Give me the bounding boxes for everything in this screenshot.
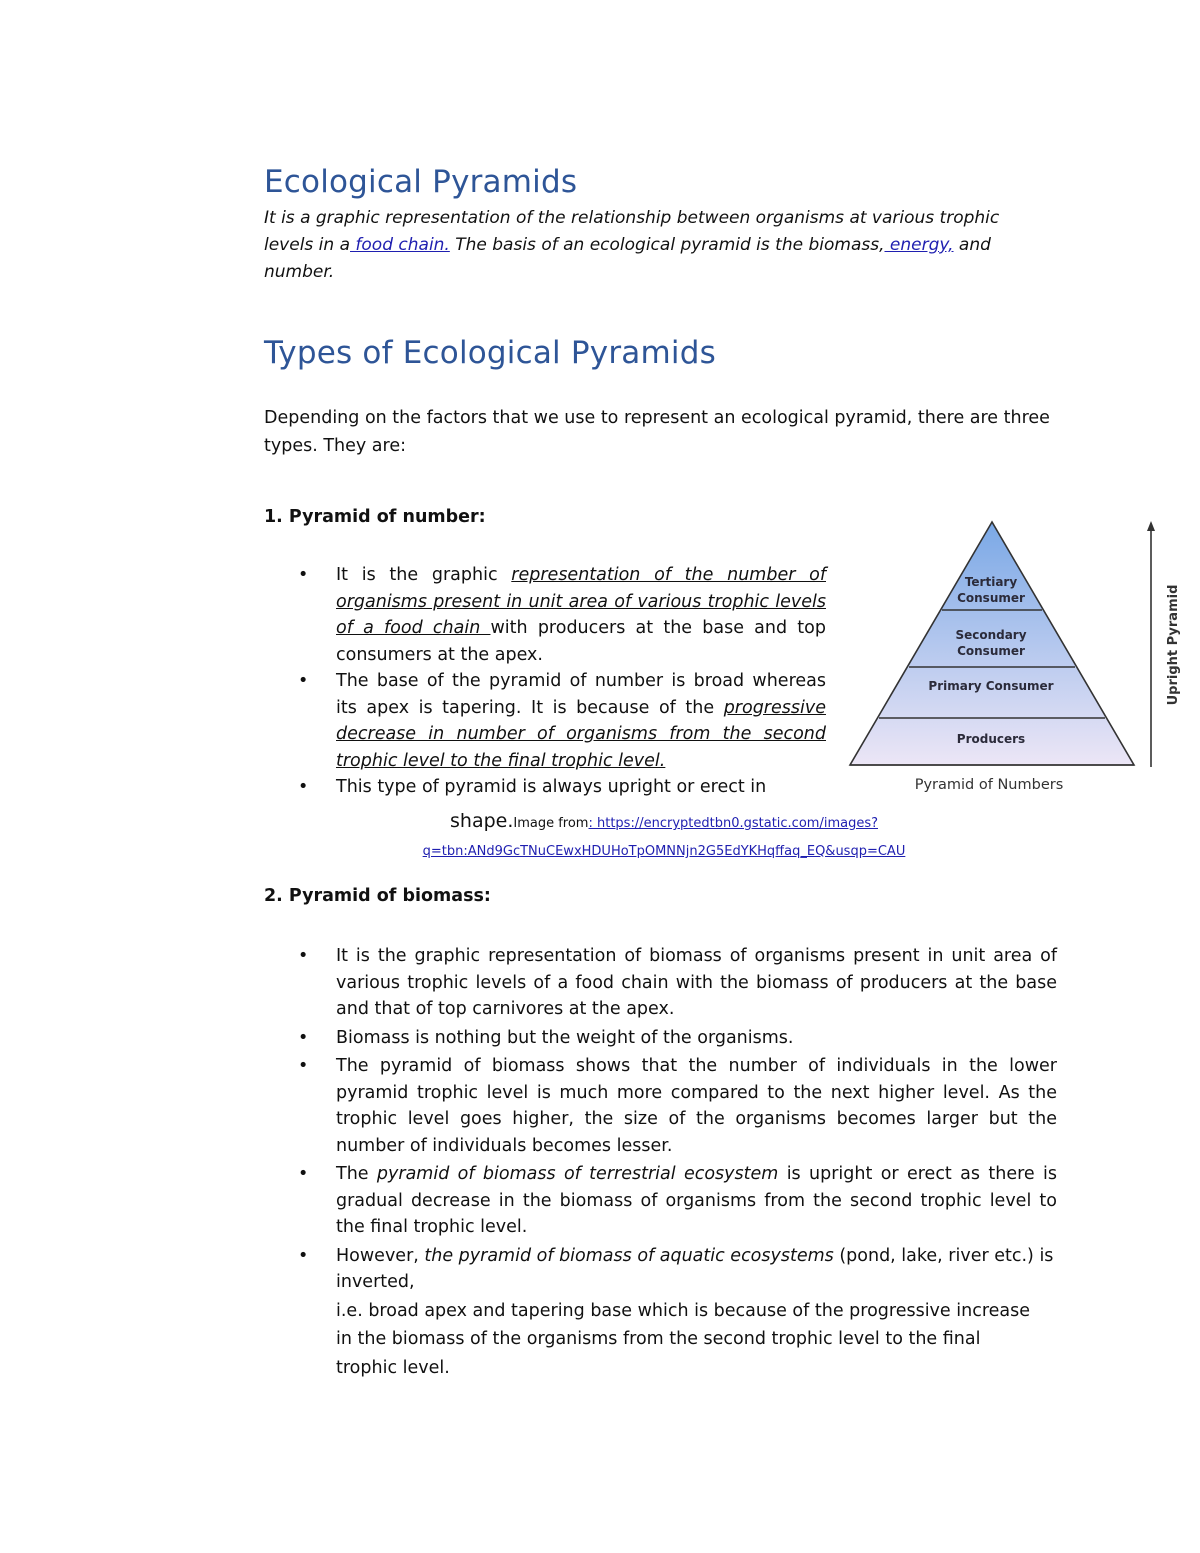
- list-item: [264, 1053, 1057, 1159]
- bullet-glyph: •: [298, 1056, 309, 1076]
- bullet-glyph: •: [298, 1245, 309, 1266]
- pyramid-of-numbers-figure: [840, 515, 1185, 800]
- section1-bullets: [264, 562, 826, 801]
- list-item: [264, 1243, 1057, 1383]
- bullet-emphasis: representation of the number of organisms present in unit area of various trophic levels of a food chain: [336, 565, 826, 638]
- bullet-text: However,: [336, 1245, 425, 1266]
- tier-label-line1: Tertiary: [964, 575, 1018, 589]
- section2-title: 2. Pyramid of biomass:: [264, 886, 491, 906]
- tier-label-line1: Primary Consumer: [928, 679, 1054, 693]
- bullet-glyph: •: [298, 946, 309, 966]
- list-item: [264, 562, 826, 668]
- bullet-text: The: [336, 1164, 377, 1184]
- bullet-text: (pond, lake, river etc.) is inverted,: [336, 1245, 1054, 1292]
- list-item: [264, 1161, 1057, 1241]
- list-item: [264, 774, 826, 801]
- page-title: Ecological Pyramids: [264, 164, 578, 200]
- intro-text-2: The basis of an ecological pyramid is the biomass,: [449, 235, 885, 255]
- intro-text-1: It is a graphic representation of the relationship between organisms at various trophic levels in a: [264, 208, 1000, 255]
- bullet-text: This type of pyramid is always upright or erect in: [336, 777, 767, 797]
- caption-from: Image from: [513, 816, 589, 831]
- types-heading: Types of Ecological Pyramids: [264, 335, 716, 371]
- bullet-emphasis: the pyramid of biomass of aquatic ecosystems: [424, 1245, 834, 1266]
- bullet-glyph: •: [298, 1164, 309, 1184]
- food-chain-link[interactable]: food chain.: [350, 235, 450, 255]
- bullet-text: It is the graphic representation of biomass of organisms present in unit area of various trophic levels of a food chain with the biomass of producers at the base and that of top carnivores at the apex.: [336, 946, 1057, 1019]
- bullet-emphasis: pyramid of biomass of terrestrial ecosystem: [376, 1164, 779, 1184]
- bullet-continuation: i.e. broad apex and tapering base which is because of the progressive increase in the biomass of the organisms from the second trophic level to the final trophic level.: [336, 1300, 1031, 1378]
- caption-shape: shape.: [450, 810, 514, 832]
- intro-text-3: and number.: [264, 235, 991, 282]
- tier-label-producers: [957, 732, 1025, 746]
- bullet-text: It is the graphic: [336, 565, 512, 585]
- bullet-text: Biomass is nothing but the weight of the organisms.: [336, 1027, 794, 1048]
- list-item: [264, 1025, 1057, 1052]
- figure-caption: Pyramid of Numbers: [914, 777, 1064, 793]
- bullet-text: The pyramid of biomass shows that the number of individuals in the lower pyramid trophic level is much more compared to the next higher level. As the trophic level goes higher, the size of the organisms becomes larger but the number of individuals becomes lesser.: [336, 1056, 1057, 1156]
- bullet-text: with producers at the base and top consumers at the apex.: [336, 618, 826, 665]
- tier-label-line1: Secondary: [955, 628, 1027, 642]
- energy-link[interactable]: energy,: [884, 235, 954, 255]
- bullet-text: The base of the pyramid of number is broad whereas its apex is tapering. It is because of the: [336, 671, 826, 718]
- bullet-glyph: •: [298, 777, 309, 797]
- bullet-glyph: •: [298, 1027, 309, 1048]
- bullet-glyph: •: [298, 671, 309, 691]
- intro-paragraph: [264, 205, 1034, 286]
- types-intro: Depending on the factors that we use to represent an ecological pyramid, there are three types. They are:: [264, 408, 1050, 456]
- tier-label-line1: Producers: [956, 732, 1026, 746]
- section2-bullets: [264, 943, 1057, 1382]
- bullet-emphasis: progressive decrease in number of organisms from the second trophic level to the final trophic level.: [336, 697, 826, 771]
- tier-label-primary: [928, 679, 1053, 693]
- tier-label-line2: Consumer: [957, 591, 1025, 605]
- tier-label-line2: Consumer: [957, 644, 1025, 658]
- upright-pyramid-label: Upright Pyramid: [1166, 584, 1181, 706]
- bullet-glyph: •: [298, 565, 309, 585]
- image-source-link[interactable]: : https://encryptedtbn0.gstatic.com/images?q=tbn:ANd9GcTNuCEwxHDUHoTpOMNNjn2G5EdYKHqffaq_EQ&usqp=CAU: [422, 816, 906, 859]
- upright-arrow-head: [1147, 521, 1155, 531]
- section1-title: 1. Pyramid of number:: [264, 507, 486, 527]
- list-item: [264, 943, 1057, 1023]
- image-caption: [264, 808, 1064, 865]
- bullet-text: is upright or erect as there is gradual decrease in the biomass of organisms from the second trophic level to the final trophic level.: [336, 1164, 1057, 1237]
- list-item: [264, 668, 826, 774]
